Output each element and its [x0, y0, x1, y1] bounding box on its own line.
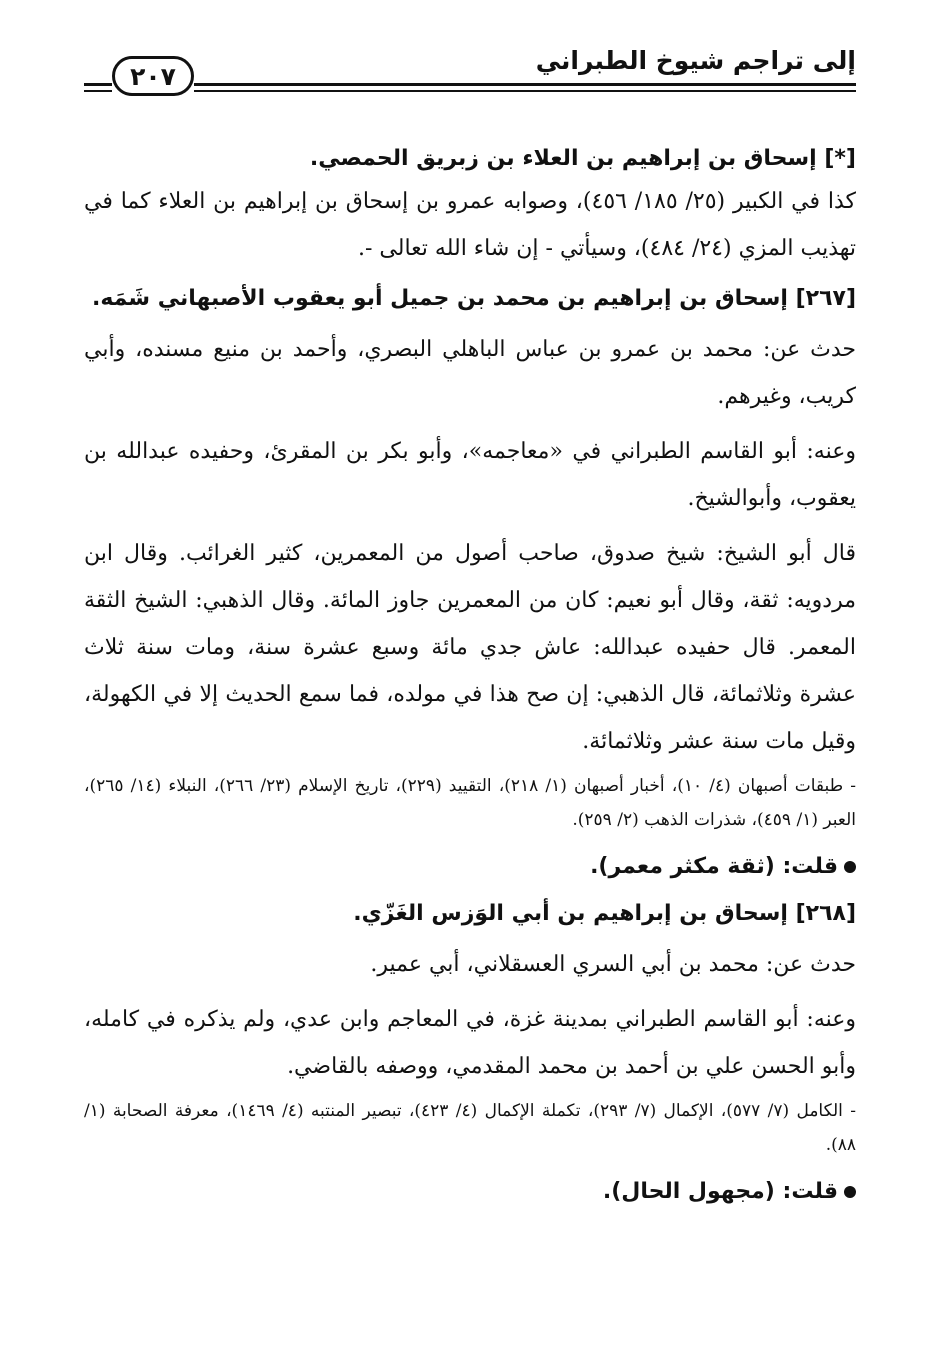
sources-list: - الكامل (٧/ ٥٧٧)، الإكمال (٧/ ٢٩٣)، تكملة الإكمال (٤/ ٤٢٣)، تبصير المنتبه (٤/ ١٤٦٩)، معرفة الصحابة (١/ ٨٨).: [84, 1101, 856, 1155]
header-rule-bottom: [194, 90, 856, 92]
entry-paragraph: وعنه: أبو القاسم الطبراني في «معاجمه»، وأبو بكر بن المقرئ، وحفيده عبدالله بن يعقوب، وأبوالشيخ.: [84, 439, 856, 511]
page-body: [84, 140, 856, 1212]
page-number: ٢٠٧: [112, 56, 194, 96]
verdict: [84, 1172, 856, 1212]
entry-paragraph: حدث عن: محمد بن أبي السري العسقلاني، أبي عمير.: [370, 952, 856, 977]
running-title: إلى تراجم شيوخ الطبراني: [535, 46, 856, 75]
bullet-icon: [844, 1186, 856, 1198]
verdict: [84, 847, 856, 887]
entry-heading: [٢٦٧] إسحاق بن إبراهيم بن محمد بن جميل أبو يعقوب الأصبهاني شَمَه.: [91, 286, 856, 311]
entry-paragraph: قال أبو الشيخ: شيخ صدوق، صاحب أصول من المعمرين، كثير الغرائب. وقال ابن مردويه: ثقة، وقال أبو نعيم: كان من المعمرين جاوز المائة. وقال الذهبي: الشيخ الثقة المعمر. قال حفيده عبدالله: عاش جدي مائة وسبع عشرة سنة، ومات سنة ثلاث عشرة وثلاثمائة، قال الذهبي: إن صح هذا في مولده، فما سمع الحديث إلا في الكهولة، وقيل مات سنة عشر وثلاثمائة.: [84, 541, 856, 754]
entry-paragraph: وعنه: أبو القاسم الطبراني بمدينة غزة، في المعاجم وابن عدي، ولم يذكره في كامله، وأبو الحسن علي بن أحمد بن محمد المقدمي، ووصفه بالقاضي.: [84, 1007, 857, 1079]
header-rule-left-bottom: [84, 90, 112, 92]
entry-heading: [٢٦٨] إسحاق بن إبراهيم بن أبي الوَزس الغَزّي.: [353, 901, 856, 926]
entry-heading: [*] إسحاق بن إبراهيم بن العلاء بن زبريق الحمصي.: [309, 146, 856, 171]
entry-paragraph: كذا في الكبير (٢٥/ ١٨٥/ ٤٥٦)، وصوابه عمرو بن إسحاق بن إبراهيم بن العلاء كما في تهذيب المزي (٢٤/ ٤٨٤)، وسيأتي - إن شاء الله تعالى -.: [84, 189, 857, 261]
sources-list: - طبقات أصبهان (٤/ ١٠)، أخبار أصبهان (١/ ٢١٨)، التقييد (٢٢٩)، تاريخ الإسلام (٢٣/ ٢٦٦)، النبلاء (١٤/ ٢٦٥)، العبر (١/ ٤٥٩)، شذرات الذهب (٢/ ٢٥٩).: [84, 776, 857, 830]
page-header: [84, 38, 856, 108]
header-rule-top: [194, 83, 856, 86]
verdict-text: قلت: (مجهول الحال).: [602, 1179, 838, 1204]
entry-paragraph: حدث عن: محمد بن عمرو بن عباس الباهلي البصري، وأحمد بن منيع مسنده، وأبي كريب، وغيرهم.: [84, 337, 856, 409]
verdict-text: قلت: (ثقة مكثر معمر).: [590, 854, 838, 879]
header-rule-left-top: [84, 83, 112, 86]
bullet-icon: [844, 861, 856, 873]
